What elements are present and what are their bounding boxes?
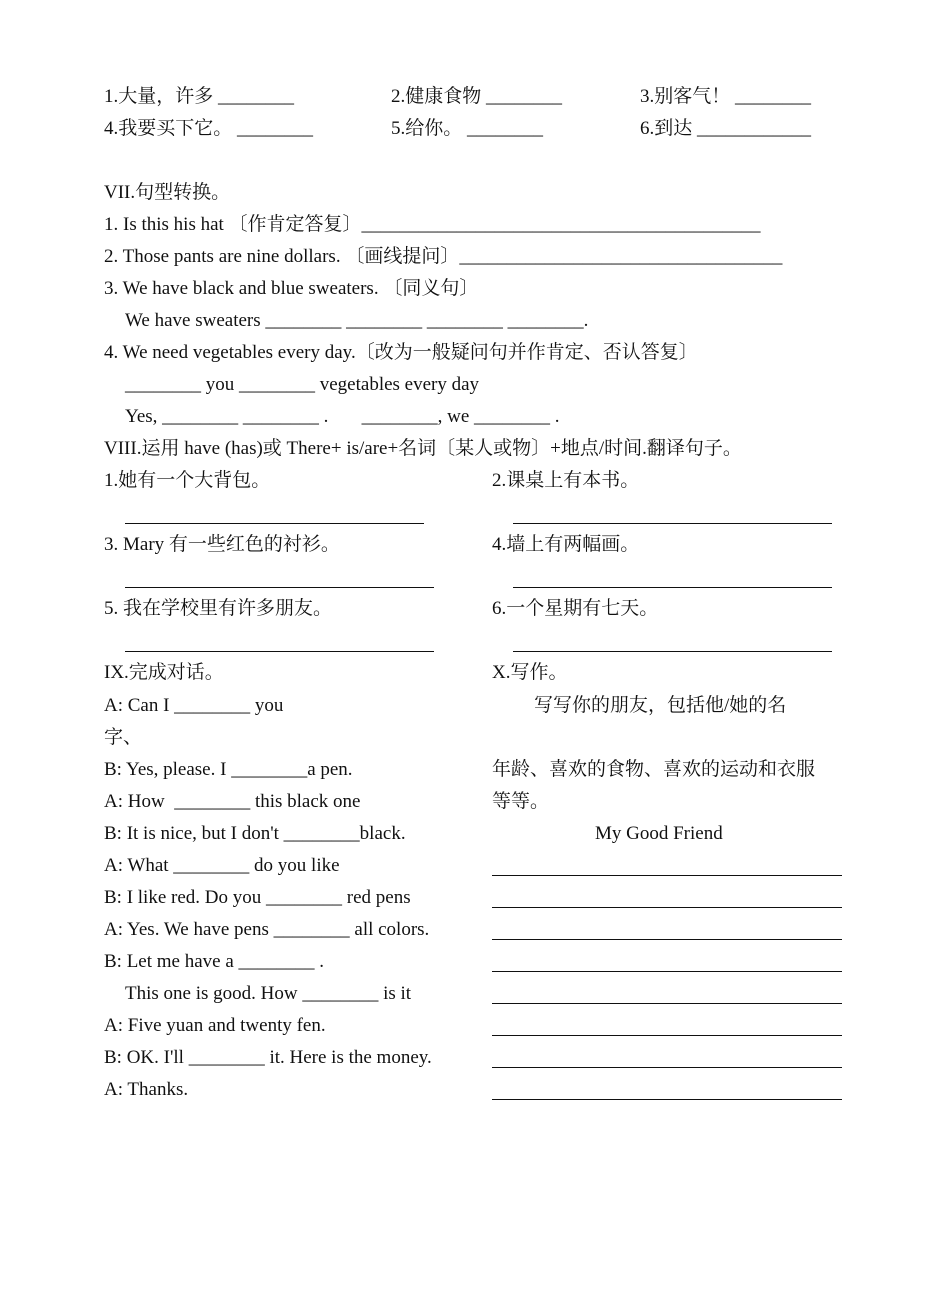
dialog-line-10: This one is good. How ________ is it — [125, 983, 412, 1004]
writing-line — [492, 875, 842, 876]
dialog-line-12: B: OK. I'll ________ it. Here is the money. — [104, 1047, 432, 1068]
dialog-line-11: A: Five yuan and twenty fen. — [104, 1015, 326, 1036]
writing-line — [492, 939, 842, 940]
vocab-item-5: 5.给你。 ________ — [391, 118, 544, 139]
dialog-line-7: B: I like red. Do you ________ red pens — [104, 887, 411, 908]
section-8-item-6: 6.一个星期有七天。 — [492, 598, 659, 619]
dialog-line-9: B: Let me have a ________ . — [104, 951, 325, 972]
vocab-item-3: 3.别客气！ ________ — [640, 86, 812, 107]
section-7-line-6: ________ you ________ vegetables every day — [125, 374, 480, 395]
writing-line — [492, 1099, 842, 1100]
section-7-line-1: 1. Is this his hat 〔作肯定答复〕__________________________________________ — [104, 214, 761, 235]
section-7-line-3: 3. We have black and blue sweaters. 〔同义句〕 — [104, 278, 479, 299]
section-8-item-4: 4.墙上有两幅画。 — [492, 534, 640, 555]
answer-line — [125, 523, 424, 524]
dialog-line-4: A: How ________ this black one — [104, 791, 361, 812]
section-8-item-3: 3. Mary 有一些红色的衬衫。 — [104, 534, 340, 555]
essay-title: My Good Friend — [595, 823, 723, 844]
section-10-title: X.写作。 — [492, 662, 568, 683]
dialog-line-2: 字、 — [104, 727, 143, 748]
section-7-line-2: 2. Those pants are nine dollars. 〔画线提问〕__________________________________ — [104, 246, 783, 267]
dialog-line-3: B: Yes, please. I ________a pen. — [104, 759, 353, 780]
section-8-item-5: 5. 我在学校里有许多朋友。 — [104, 598, 333, 619]
dialog-line-5: B: It is nice, but I don't ________black. — [104, 823, 406, 844]
answer-line — [125, 651, 434, 652]
vocab-item-2: 2.健康食物 ________ — [391, 86, 563, 107]
vocab-item-4: 4.我要买下它。 ________ — [104, 118, 314, 139]
writing-line — [492, 971, 842, 972]
section-8-item-2: 2.课桌上有本书。 — [492, 470, 640, 491]
writing-line — [492, 1035, 842, 1036]
writing-line — [492, 1067, 842, 1068]
dialog-line-8: A: Yes. We have pens ________ all colors. — [104, 919, 430, 940]
writing-line — [492, 907, 842, 908]
answer-line — [513, 587, 832, 588]
dialog-line-1: A: Can I ________ you — [104, 695, 284, 716]
writing-line — [492, 1003, 842, 1004]
section-8-item-1: 1.她有一个大背包。 — [104, 470, 271, 491]
writing-prompt-2: 年龄、喜欢的食物、喜欢的运动和衣服 — [492, 759, 816, 780]
answer-line — [513, 651, 832, 652]
vocab-item-6: 6.到达 ____________ — [640, 118, 812, 139]
section-7-title: VII.句型转换。 — [104, 182, 231, 203]
section-9-title: IX.完成对话。 — [104, 662, 224, 683]
answer-line — [125, 587, 434, 588]
dialog-line-13: A: Thanks. — [104, 1079, 189, 1100]
writing-prompt-1: 写写你的朋友，包括他/她的名 — [534, 695, 787, 716]
section-7-line-5: 4. We need vegetables every day.〔改为一般疑问句并作肯定、否认答复〕 — [104, 342, 698, 363]
section-7-line-4: We have sweaters ________ ________ ________ ________. — [125, 310, 589, 331]
vocab-item-1: 1.大量，许多 ________ — [104, 86, 295, 107]
section-8-title: VIII.运用 have (has)或 There+ is/are+名词〔某人或物〕+地点/时间.翻译句子。 — [104, 438, 742, 459]
writing-prompt-3: 等等。 — [492, 791, 550, 812]
dialog-line-6: A: What ________ do you like — [104, 855, 340, 876]
answer-line — [513, 523, 832, 524]
section-7-line-7: Yes, ________ ________ . ________, we ________ . — [125, 406, 560, 427]
